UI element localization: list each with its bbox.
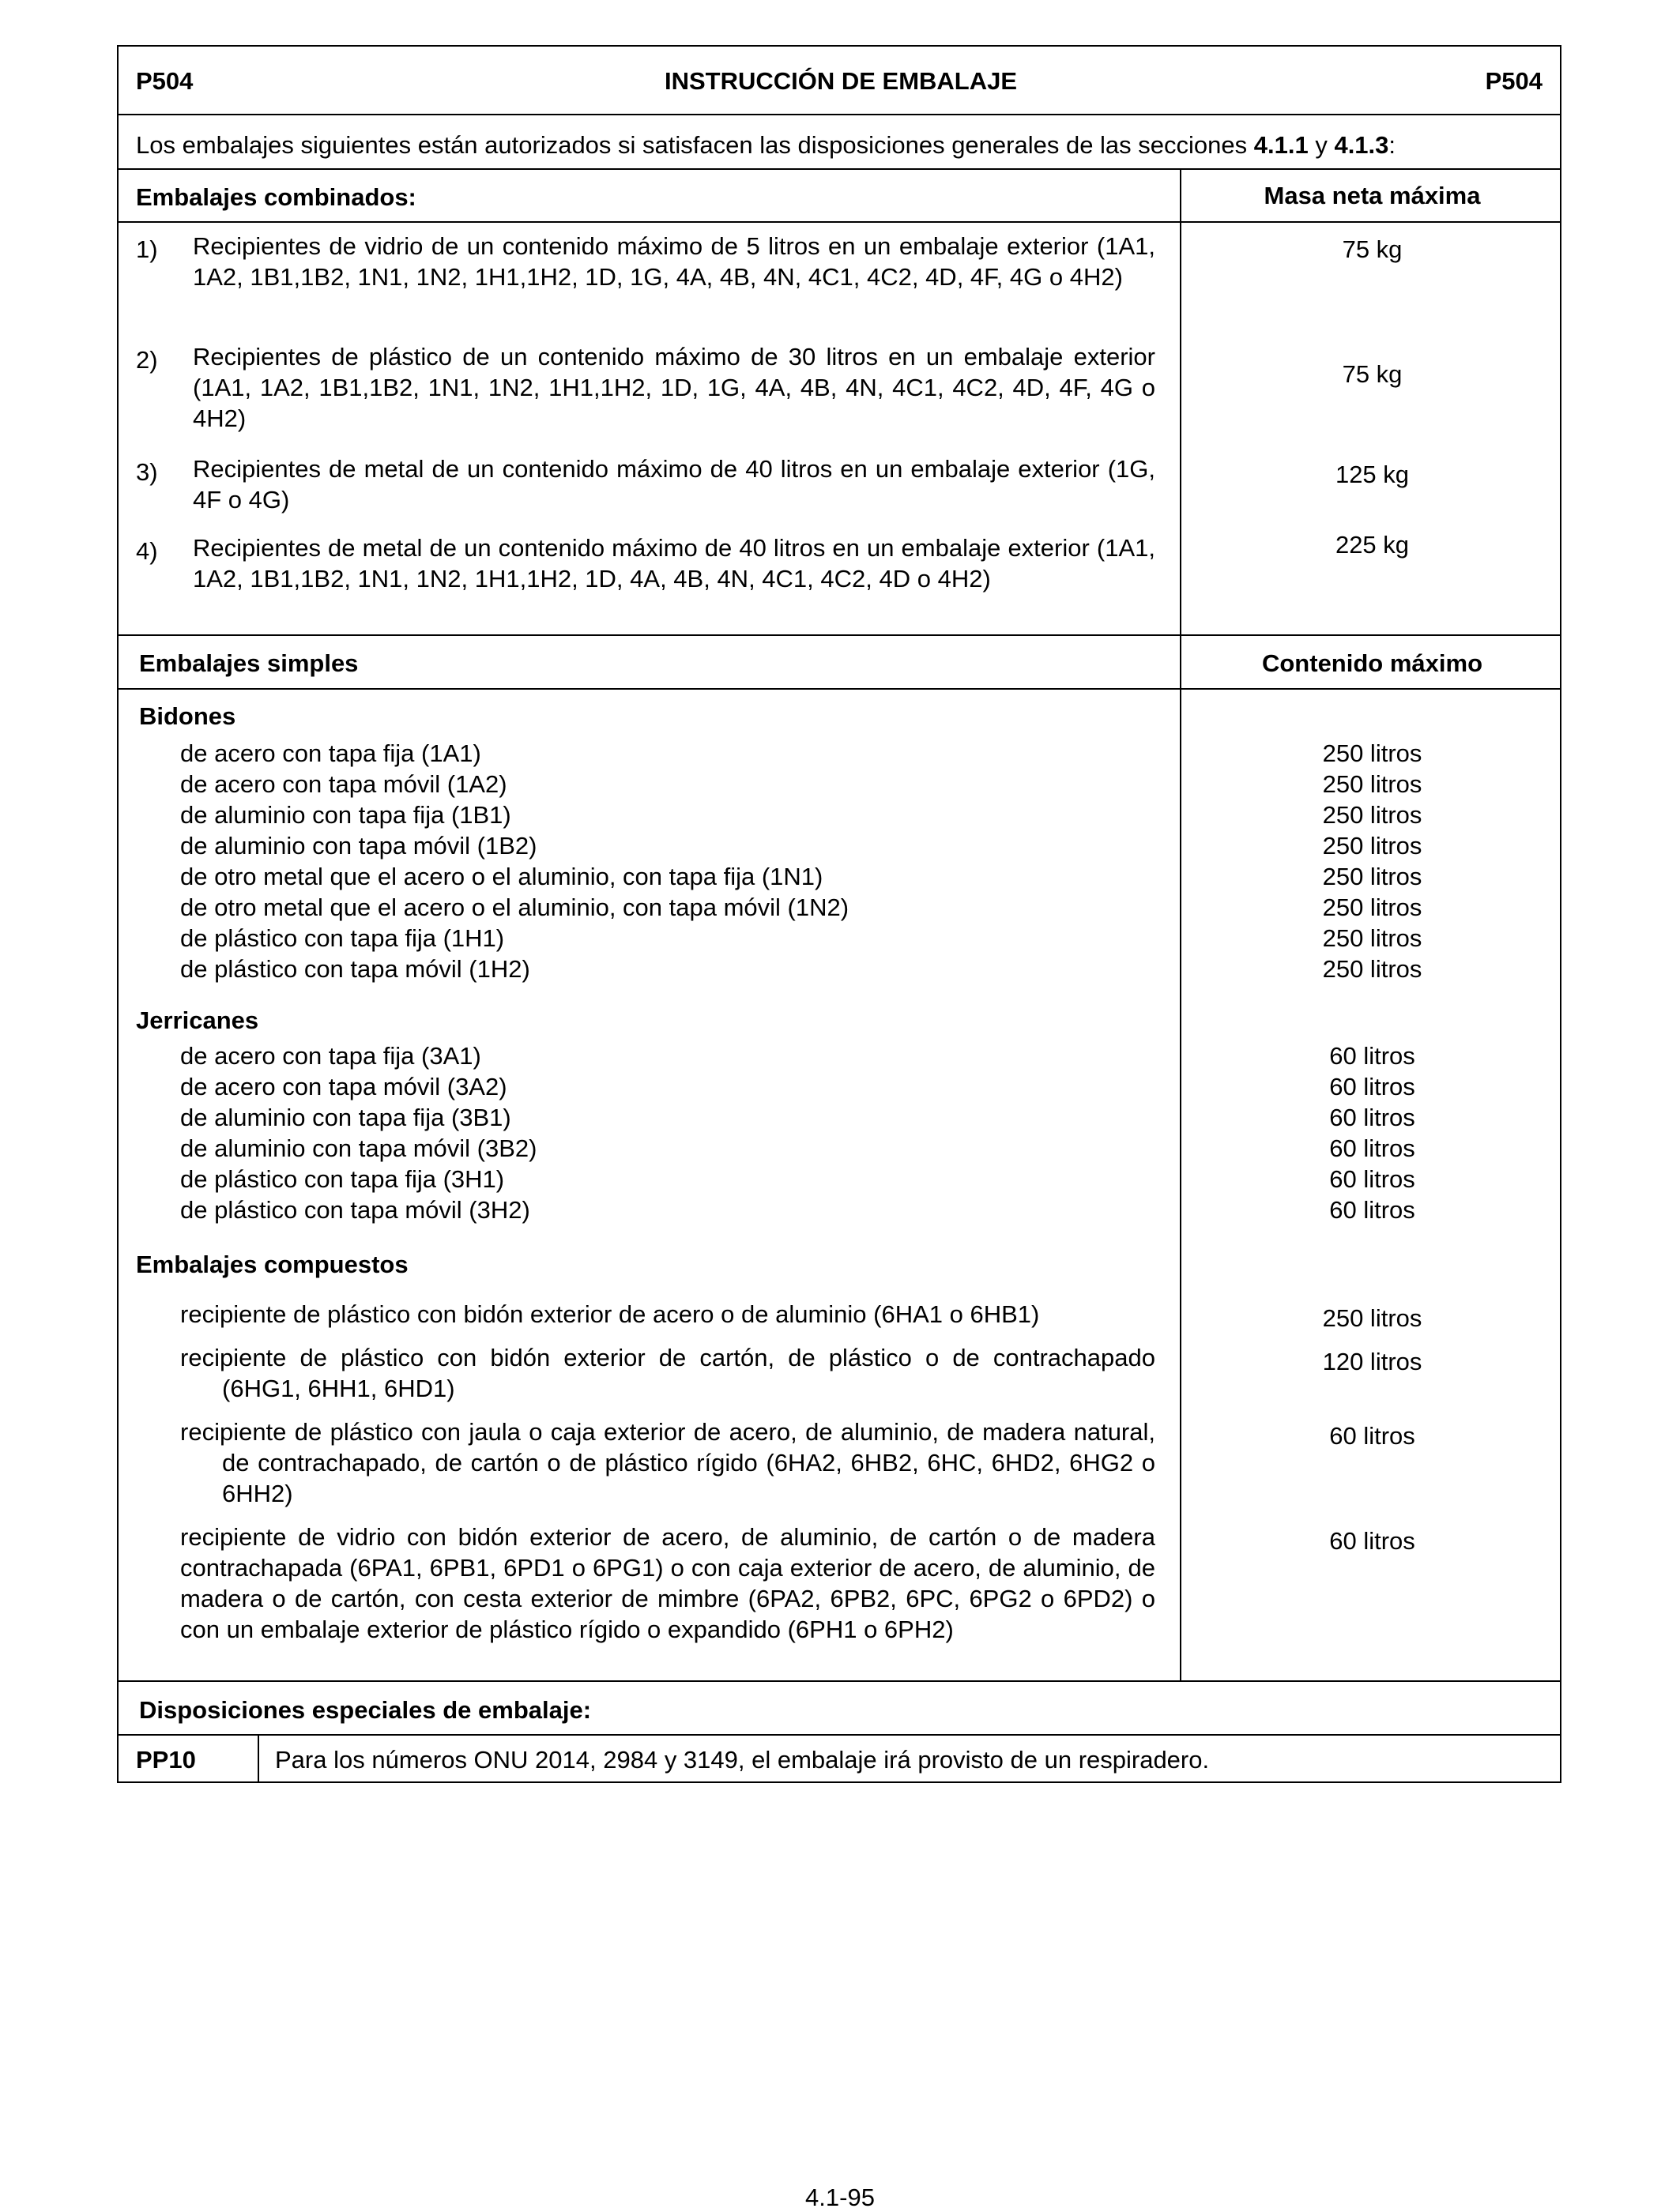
list-item: de plástico con tapa fija (3H1): [180, 1165, 505, 1193]
list-item: de plástico con tapa móvil (3H2): [180, 1196, 530, 1224]
list-item: de acero con tapa fija (3A1): [180, 1042, 481, 1070]
list-item: de otro metal que el acero o el aluminio, con tapa móvil (1N2): [180, 893, 849, 921]
combined-heading-row: [117, 170, 1561, 223]
special-heading-row: [117, 1682, 1561, 1736]
drums-heading: Bidones: [139, 702, 236, 730]
single-items-row: Bidones de acero con tapa fija (1A1) de acero con tapa móvil (1A2) de aluminio con tapa fija (1B1) de aluminio con tapa móvil (1B2) de otro metal que el acero o el aluminio, con tapa fija (1N1) de otro metal que el acero o el aluminio, con tapa móvil (1N2) de plástico con tapa fija (1H1) de plástico con tapa móvil (1H2) 250 litros 250 litros 250 litros 250 litros 250 litros 250 litros 250 litros 250 litros Jerricanes de acero con tapa fija (3A1) de acero con tapa móvil (3A2) de aluminio con tapa fija (3B1) de aluminio con tapa móvil (3B2) de plástico con tapa fija (3H1) de plástico con tapa móvil (3H2) 60 litros 60 litros 60 litros 60 litros 60 litros 60 litros Embalajes compuestos recipiente de plástico con bidón exterior de acero o de aluminio (6HA1 o 6HB1) 250 litros recipiente de plástico con bidón exterior de cartón, de plástico o de contrachapado (6HG1, 6HH1, 6HD1) 120 litros recipiente de plástico con jaula o caja exterior de acero, de aluminio, de madera natural, de contrachapado, de cartón o de plástico rígido (6HA2, 6HB2, 6HC, 6HD2, 6HG2 o 6HH2) 60 litros recipiente de vidrio con bidón exterior de acero, de aluminio, de cartón o de madera contrachapada (6PA1, 6PB1, 6PD1 o 6PG1) o con caja exterior de acero, de aluminio, de madera o de cartón, con cesta exterior de mimbre (6PA2, 6PB2, 6PC, 6PG2 o 6PD2) o con un embalaje exterior de plástico rígido o expandido (6PH1 o 6PH2) 60 litros: [117, 690, 1561, 1682]
page-title: INSTRUCCIÓN DE EMBALAJE: [664, 67, 1018, 95]
special-provision-row: [117, 1736, 1561, 1783]
list-item: de acero con tapa fija (1A1): [180, 739, 481, 767]
jerricans-heading: Jerricanes: [136, 1006, 259, 1034]
jerricans-list: [180, 1040, 537, 1225]
single-column-heading: Contenido máximo: [1261, 649, 1482, 677]
special-heading: Disposiciones especiales de embalaje:: [139, 1696, 592, 1724]
section-ref-2: 4.1.3: [1334, 131, 1389, 159]
single-heading: Embalajes simples: [139, 649, 359, 677]
list-item: de aluminio con tapa fija (3B1): [180, 1104, 511, 1131]
provision-text: Para los números ONU 2014, 2984 y 3149, el embalaje irá provisto de un respiradero.: [275, 1746, 1210, 1774]
list-item: de aluminio con tapa móvil (3B2): [180, 1134, 537, 1162]
list-item: de aluminio con tapa fija (1B1): [180, 801, 511, 829]
intro-text: Los embalajes siguientes están autorizados si satisfacen las disposiciones generales de las secciones 4.1.1 y 4.1.3:: [136, 131, 1396, 159]
combined-heading: Embalajes combinados:: [136, 183, 416, 211]
provision-code: PP10: [136, 1746, 196, 1774]
list-item: de acero con tapa móvil (3A2): [180, 1073, 507, 1100]
list-item: de plástico con tapa móvil (1H2): [180, 955, 530, 983]
code-right: P504: [1485, 67, 1543, 95]
combined-column-heading: Masa neta máxima: [1264, 182, 1481, 209]
single-heading-row: [117, 636, 1561, 690]
list-item: de otro metal que el acero o el aluminio, con tapa fija (1N1): [180, 863, 823, 890]
intro-row: [117, 115, 1561, 170]
jerricans-values: 60 litros 60 litros 60 litros 60 litros 60 litros 60 litros: [1329, 1042, 1415, 1224]
section-ref-1: 4.1.1: [1253, 131, 1309, 159]
list-item: de plástico con tapa fija (1H1): [180, 924, 505, 952]
page-number: 4.1-95: [805, 2184, 875, 2211]
list-item: de aluminio con tapa móvil (1B2): [180, 832, 537, 860]
composite-heading: Embalajes compuestos: [136, 1251, 409, 1278]
header-row: [117, 45, 1561, 115]
drums-list: [180, 738, 849, 984]
combined-items-row: 1) Recipientes de vidrio de un contenido máximo de 5 litros en un embalaje exterior (1A1, 1A2, 1B1,1B2, 1N1, 1N2, 1H1,1H2, 1D, 1G, 4A, 4B, 4N, 4C1, 4C2, 4D, 4F, 4G o 4H2) 75 kg 2) Recipientes de plástico de un contenido máximo de 30 litros en un embalaje exterior (1A1, 1A2, 1B1,1B2, 1N1, 1N2, 1H1,1H2, 1D, 1G, 4A, 4B, 4N, 4C1, 4C2, 4D, 4F, 4G o 4H2) 75 kg 3) Recipientes de metal de un contenido máximo de 40 litros en un embalaje exterior (1G, 4F o 4G) 125 kg 4) Recipientes de metal de un contenido máximo de 40 litros en un embalaje exterior (1A1, 1A2, 1B1,1B2, 1N1, 1N2, 1H1,1H2, 1D, 4A, 4B, 4N, 4C1, 4C2, 4D o 4H2) 225 kg: [117, 223, 1561, 636]
packing-instruction-table: [117, 45, 1561, 1783]
list-item: de acero con tapa móvil (1A2): [180, 770, 507, 798]
drums-values: 250 litros 250 litros 250 litros 250 litros 250 litros 250 litros 250 litros 250 litros: [1322, 739, 1422, 983]
code-left: P504: [136, 67, 194, 95]
